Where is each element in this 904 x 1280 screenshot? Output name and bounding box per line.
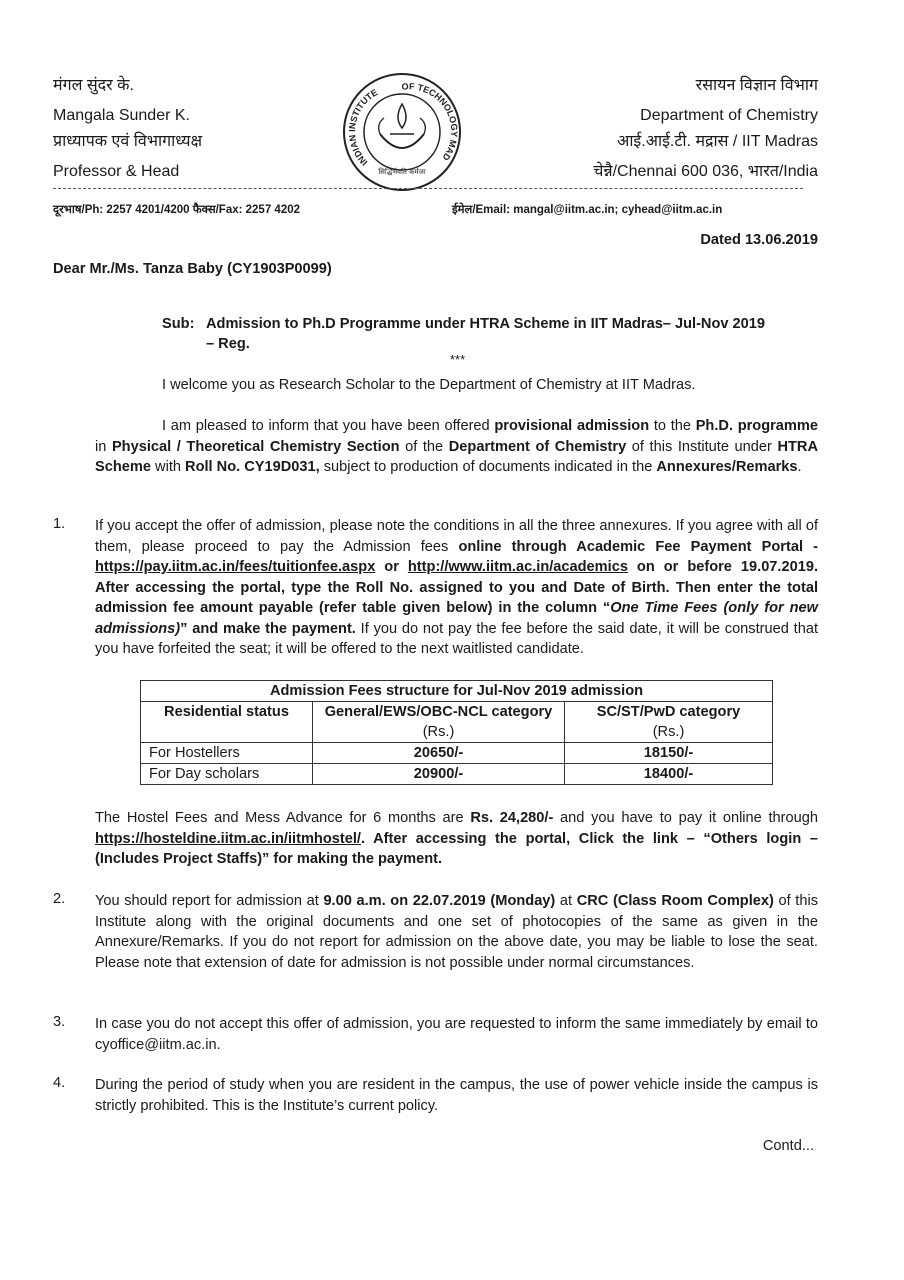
item-number-1: 1. [53,516,66,532]
item-3-text: In case you do not accept this offer of admission, you are requested to inform the same immediately by email to cyoffice@iitm.ac.in. [95,1016,818,1053]
academics-link[interactable]: http://www.iitm.ac.in/academics [407,559,628,575]
table-header-row [141,702,773,743]
hindi-title: प्राध्यापक एवं विभागाध्यक्ष [53,133,203,150]
item-1-text: If you accept the offer of admission, please note the conditions in all the three annexures. If you agree with all of them, please proceed to pay the Admission fees online through Academic Fee Payment Portal - https://pay.iitm.ac.in/fees/tuitionfee.aspx or http://www.iitm.ac.in/academics on or before 19.07.2019. After accessing the portal, type the Roll No. assigned to you and Date of Birth. Then enter the total admission fee amount payable (refer table given below) in the column “One Time Fees (only for new admissions)” and make the payment. If you do not pay the fee before the said date, it will be construed that you have forfeited the seat; it will be offered to the next waitlisted candidate. [95,518,819,657]
general-fee: 20650/- [313,743,565,764]
scst-fee: 18150/- [565,743,773,764]
fee-structure-table [140,680,773,785]
professor-title: Professor & Head [53,163,180,180]
header-general-category: General/EWS/OBC-NCL category (Rs.) [313,702,565,743]
email-contact: ईमेल/Email: mangal@iitm.ac.in; cyhead@iitm.ac.in [452,204,723,216]
header-divider [53,188,803,189]
welcome-text: I welcome you as Research Scholar to the Department of Chemistry at IIT Madras. [162,377,696,393]
professor-name: Mangala Sunder K. [53,107,190,124]
letter-date: Dated 13.06.2019 [700,232,818,248]
header-scst-category: SC/ST/PwD category (Rs.) [565,702,773,743]
scst-fee: 18400/- [565,764,773,785]
hindi-department: रसायन विज्ञान विभाग [695,77,818,94]
table-title-row [141,681,773,702]
hostel-fee-paragraph: The Hostel Fees and Mess Advance for 6 months are Rs. 24,280/- and you have to pay it online through https://hosteldine.iitm.ac.in/iitmhostel/. After accessing the portal, Click the link – “Others login – (Includes Project Staffs)” for making the payment. [95,810,818,867]
table-row [141,764,773,785]
phone-fax: दूरभाष/Ph: 2257 4201/4200 फैक्स/Fax: 2257 4202 [53,204,301,216]
hindi-name: मंगल सुंदर के. [53,77,134,94]
general-fee: 20900/- [313,764,565,785]
subject-label: Sub: [162,316,195,332]
table-row [141,743,773,764]
svg-text:INDIAN INSTITUTE [347,87,379,167]
table-title: Admission Fees structure for Jul-Nov 2019 admission [141,681,773,702]
fee-payment-link[interactable]: https://pay.iitm.ac.in/fees/tuitionfee.aspx [95,559,376,575]
seal-text-left: INDIAN INSTITUTE [347,87,380,168]
institute-name: आई.आई.टी. मद्रास / IIT Madras [617,133,818,150]
city-address: चेन्नै/Chennai 600 036, भारत/India [593,163,818,180]
letterhead-left [53,72,353,184]
item-4-text: During the period of study when you are resident in the campus, the use of power vehicle inside the campus is strictly prohibited. This is the Institute’s current policy. [95,1077,818,1114]
offer-paragraph: I am pleased to inform that you have been offered provisional admission to the Ph.D. programme in Physical / Theoretical Chemistry Section of the Department of Chemistry of this Institute under HTRA Scheme with Roll No. CY19D031, subject to production of documents indicated in the Annexures/Remarks. [95,418,818,475]
separator: *** [450,352,466,367]
subject-line-2: – Reg. [206,336,250,352]
item-2-text: You should report for admission at 9.00 a.m. on 22.07.2019 (Monday) at CRC (Class Room Complex) of this Institute along with the original documents and one set of photocopies of the same as given in the Annexure/Remarks. If you do not report for admission on the above date, you may be liable to lose the seat. Please note that extension of date for admission is not possible under normal circumstances. [95,893,819,971]
item-number-4: 4. [53,1075,66,1091]
institute-seal [340,70,464,194]
item-number-3: 3. [53,1014,66,1030]
letterhead-right [500,72,818,184]
hostel-payment-link[interactable]: https://hosteldine.iitm.ac.in/iitmhostel/ [95,830,361,847]
row-label: For Hostellers [141,743,313,764]
continued-marker: Contd... [762,1138,814,1154]
row-label: For Day scholars [141,764,313,785]
seal-motto: सिद्धिर्भवति कर्मजा [378,168,426,176]
subject-line-1: Admission to Ph.D Programme under HTRA Scheme in IIT Madras– Jul-Nov 2019 [206,316,766,332]
seal-text-right: OF TECHNOLOGY MAD [401,81,460,163]
salutation: Dear Mr./Ms. Tanza Baby (CY1903P0099) [53,261,332,277]
item-number-2: 2. [53,891,66,907]
header-residential-status: Residential status [141,702,313,743]
department-name: Department of Chemistry [640,107,818,124]
